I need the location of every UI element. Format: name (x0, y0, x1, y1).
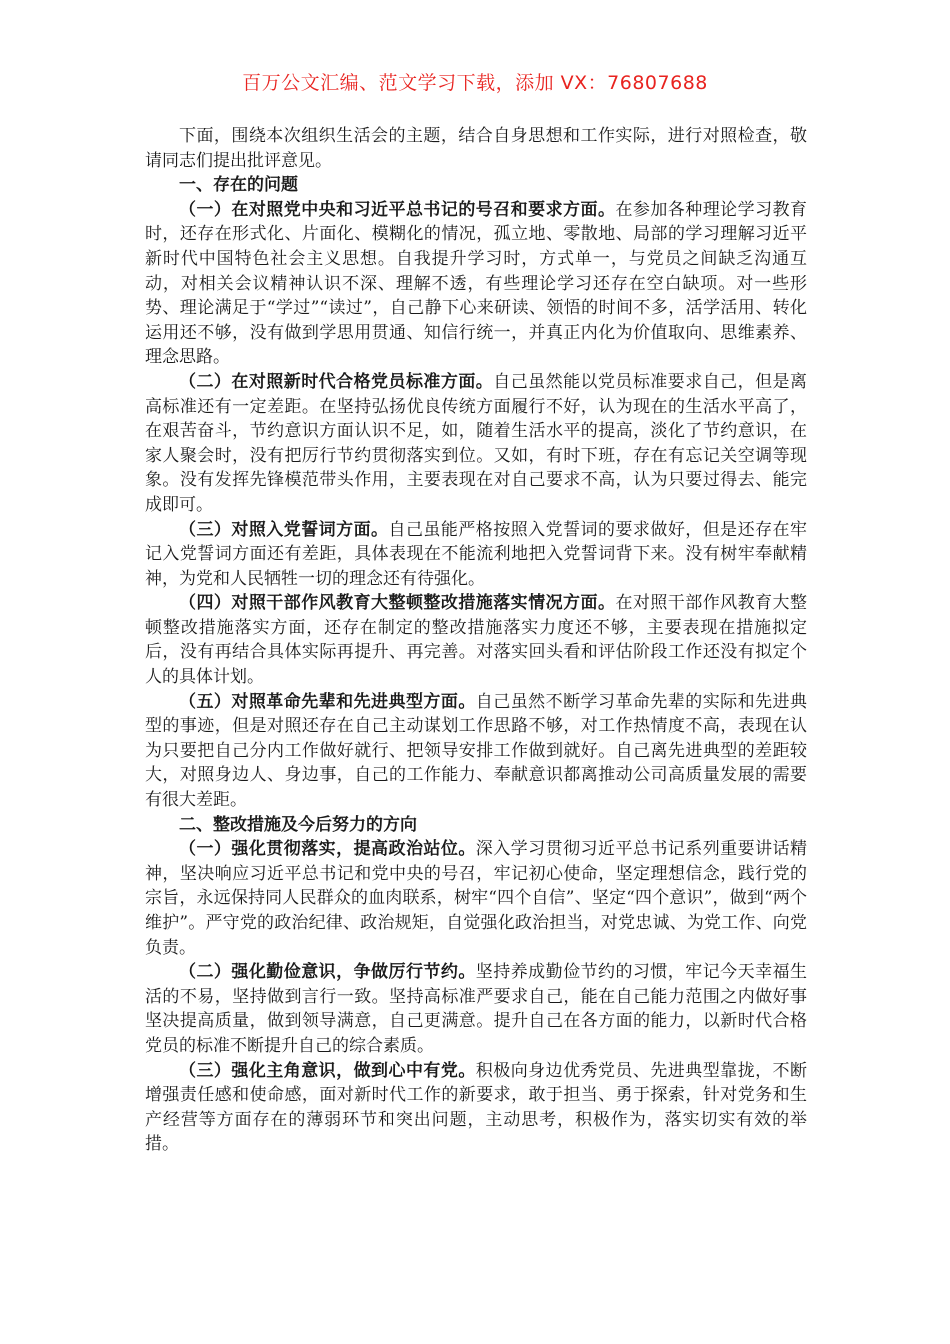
measure-item-2 (145, 960, 807, 1058)
problem-item-text: 在参加各种理论学习教育时，还存在形式化、片面化、模糊化的情况，孤立地、零散地、局部的学习理解习近平新时代中国特色社会主义思想。自我提升学习时，方式单一，与党员之间缺乏沟通互动，对相关会议精神认识不深、理解不透，有些理论学习还存在空白缺项。对一些形势、理论满足于“学过”“读过”，自己静下心来研读、领悟的时间不多，活学活用、转化运用还不够，没有做到学思用贯通、知信行统一，并真正内化为价值取向、思维素养、理念思路。 (145, 199, 808, 368)
measure-item-3 (145, 1059, 807, 1157)
problem-item-title: （四）对照干部作风教育大整顿整改措施落实情况方面。 (179, 593, 616, 614)
section-heading-measures: 二、整改措施及今后努力的方向 (179, 814, 417, 835)
problem-item-4 (145, 591, 807, 689)
problem-item-text: 自己虽然不断学习革命先辈的实际和先进典型的事迹，但是对照还存在自己主动谋划工作思路不够，对工作热情度不高，表现在认为只要把自己分内工作做好就行、把领导安排工作做到就好。自己离先进典型的差距较大，对照身边人、身边事，自己的工作能力、奉献意识都离推动公司高质量发展的需要有很大差距。 (145, 691, 808, 811)
problem-item-5 (145, 690, 807, 813)
measure-item-text: 积极向身边优秀党员、先进典型靠拢，不断增强责任感和使命感，面对新时代工作的新要求，敢于担当、勇于探索，针对党务和生产经营等方面存在的薄弱环节和突出问题，主动思考，积极作为，落实切实有效的举措。 (145, 1060, 808, 1155)
page-header-banner: 百万公文汇编、范文学习下载，添加 VX：76807688 (242, 72, 708, 94)
intro-paragraph: 下面，围绕本次组织生活会的主题，结合自身思想和工作实际，进行对照检查，敬请同志们提出批评意见。 (145, 126, 807, 171)
problem-item-title: （一）在对照党中央和习近平总书记的号召和要求方面。 (179, 199, 616, 220)
problem-item-text: 在对照干部作风教育大整顿整改措施落实方面，还存在制定的整改措施落实力度还不够，主要表现在措施拟定后，没有再结合具体实际再提升、再完善。对落实回头看和评估阶段工作还没有拟定个人的具体计划。 (145, 593, 808, 688)
document-body (145, 124, 807, 1157)
measure-item-title: （一）强化贯彻落实，提高政治站位。 (179, 839, 476, 860)
measure-item-1 (145, 837, 807, 960)
measure-item-text: 深入学习贯彻习近平总书记系列重要讲话精神，坚决响应习近平总书记和党中央的号召，牢记初心使命，坚定理想信念，践行党的宗旨，永远保持同人民群众的血肉联系，树牢“四个自信”、坚定“四个意识”，做到“两个维护”。严守党的政治纪律、政治规矩，自觉强化政治担当，对党忠诚、为党工作、向党负责。 (145, 839, 808, 958)
section-heading-problems: 一、存在的问题 (179, 175, 298, 196)
problem-item-title: （二）在对照新时代合格党员标准方面。 (179, 371, 494, 392)
problem-item-title: （五）对照革命先辈和先进典型方面。 (179, 691, 476, 712)
problem-item-2 (145, 370, 807, 518)
problem-item-3 (145, 518, 807, 592)
measure-item-title: （三）强化主角意识，做到心中有党。 (179, 1060, 476, 1081)
measure-item-text: 坚持养成勤俭节约的习惯，牢记今天幸福生活的不易，坚持做到言行一致。坚持高标准严要求自己，能在自己能力范围之内做好事坚决提高质量，做到领导满意，自己更满意。提升自己在各方面的能力，以新时代合格党员的标准不断提升自己的综合素质。 (145, 962, 808, 1056)
problem-item-1 (145, 198, 807, 370)
problem-item-title: （三）对照入党誓词方面。 (179, 519, 389, 540)
measure-item-title: （二）强化勤俭意识，争做厉行节约。 (179, 962, 476, 983)
problem-item-text: 自己虽能严格按照入党誓词的要求做好，但是还存在牢记入党誓词方面还有差距，具体表现在不能流利地把入党誓词背下来。没有树牢奉献精神，为党和人民牺牲一切的理念还有待强化。 (145, 519, 808, 589)
problem-item-text: 自己虽然能以党员标准要求自己，但是离高标准还有一定差距。在坚持弘扬优良传统方面履行不好，认为现在的生活水平高了，在艰苦奋斗，节约意识方面认识不足，如，随着生活水平的提高，淡化了节约意识，在家人聚会时，没有把厉行节约贯彻落实到位。又如，有时下班，存在有忘记关空调等现象。没有发挥先锋模范带头作用，主要表现在对自己要求不高，认为只要过得去、能完成即可。 (145, 371, 808, 515)
